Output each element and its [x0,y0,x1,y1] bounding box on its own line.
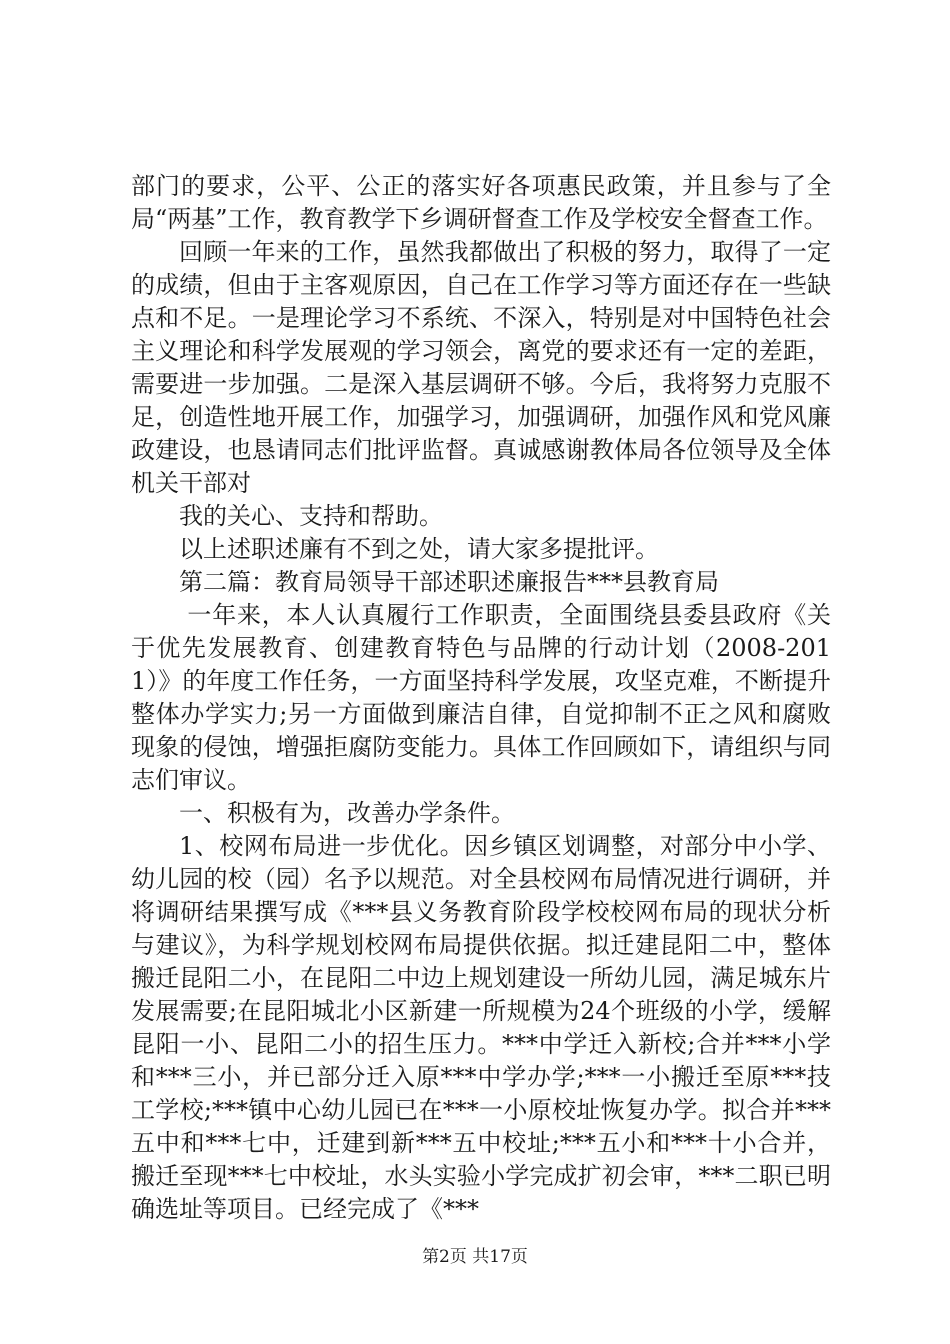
paragraph-1: 部门的要求，公平、公正的落实好各项惠民政策，并且参与了全局“两基”工作，教育教学下乡调研督查工作及学校安全督查工作。 [131,172,831,233]
page-number-footer: 第2页 共17页 [422,1247,528,1267]
paragraph-2: 回顾一年来的工作，虽然我都做出了积极的努力，取得了一定的成绩，但由于主客观原因，自己在工作学习等方面还存在一些缺点和不足。一是理论学习不系统、不深入，特别是对中国特色社会主义理论和科学发展观的学习领会，离党的要求还有一定的差距，需要进一步加强。二是深入基层调研不够。今后，我将努力克服不足，创造性地开展工作，加强学习，加强调研，加强作风和党风廉政建设，也恳请同志们批评监督。真诚感谢教体局各位领导及全体机关干部对 [131,238,831,497]
document-body [131,170,831,1226]
paragraph-8: 1、校网布局进一步优化。因乡镇区划调整，对部分中小学、幼儿园的校（园）名予以规范。对全县校网布局情况进行调研，并将调研结果撰写成《***县义务教育阶段学校校网布局的现状分析与建议》，为科学规划校网布局提供依据。拟迁建昆阳二中，整体搬迁昆阳二小，在昆阳二中边上规划建设一所幼儿园，满足城东片发展需要;在昆阳城北小区新建一所规模为24个班级的小学，缓解昆阳一小、昆阳二小的招生压力。***中学迁入新校;合并***小学和***三小，并已部分迁入原***中学办学;***一小搬迁至原***技工学校;***镇中心幼儿园已在***一小原校址恢复办学。拟合并***五中和***七中，迁建到新***五中校址;***五小和***十小合并，搬迁至现***七中校址，水头实验小学完成扩初会审，***二职已明确选址等项目。已经完成了《*** [131,832,831,1223]
paragraph-3: 我的关心、支持和帮助。 [179,502,443,530]
paragraph-6: 一年来，本人认真履行工作职责，全面围绕县委县政府《关于优先发展教育、创建教育特色与品牌的行动计划（2008-2011）》的年度工作任务，一方面坚持科学发展，攻坚克难，不断提升整体办学实力;另一方面做到廉洁自律，自觉抑制不正之风和腐败现象的侵蚀，增强拒腐防变能力。具体工作回顾如下，请组织与同志们审议。 [131,601,831,794]
paragraph-4: 以上述职述廉有不到之处，请大家多提批评。 [179,535,659,563]
section-heading-second-part: 第二篇：教育局领导干部述职述廉报告***县教育局 [179,568,719,596]
section-heading-one: 一、积极有为，改善办学条件。 [179,799,515,827]
